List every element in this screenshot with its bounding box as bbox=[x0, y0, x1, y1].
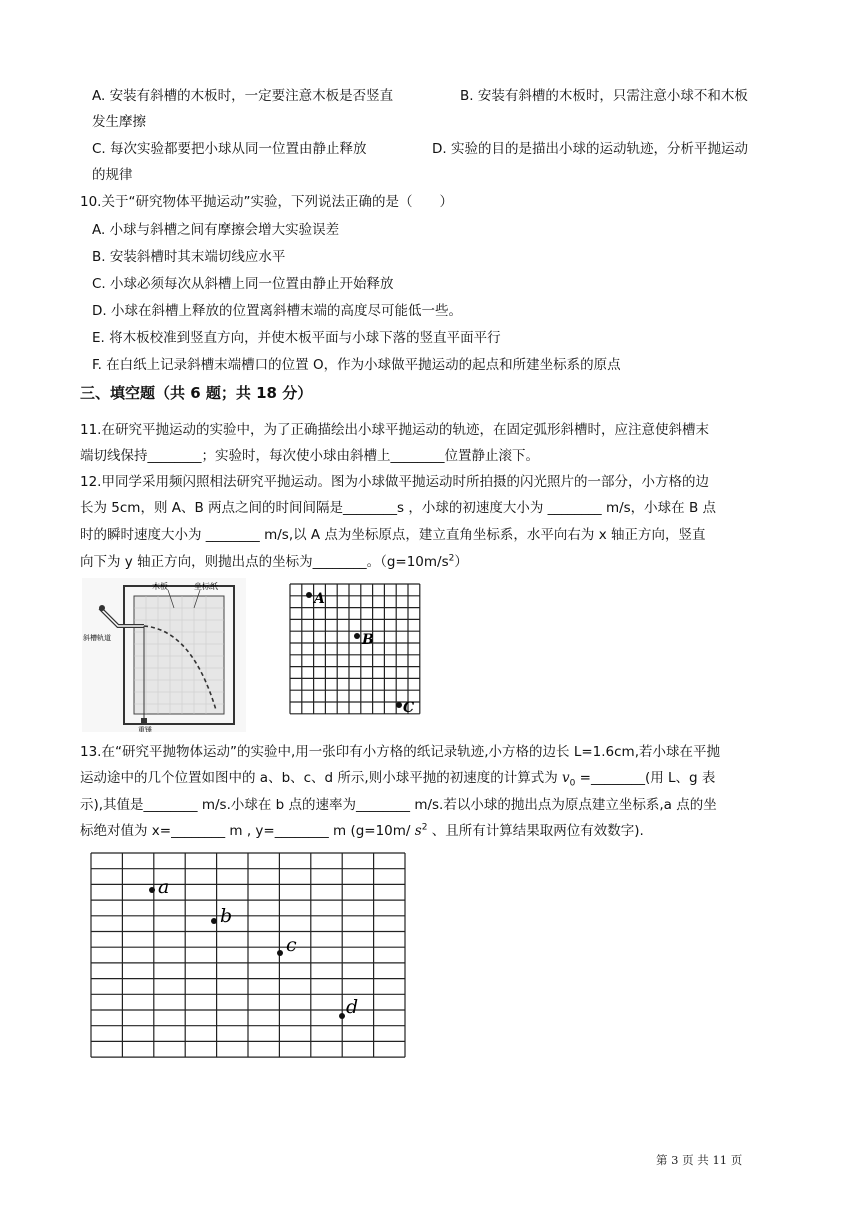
q10-option-e: E. 将木板校准到竖直方向，并使木板平面与小球下落的竖直平面平行 bbox=[92, 330, 501, 346]
q13-line1: 13.在“研究平抛物体运动”的实验中,用一张印有小方格的纸记录轨迹,小方格的边长 L=1.6cm,若小球在平抛 bbox=[80, 744, 720, 760]
q9-option-b-cont: 发生摩擦 bbox=[92, 114, 146, 130]
point-d-label: d bbox=[346, 996, 359, 1018]
label-board: 木板 bbox=[152, 582, 168, 591]
q13-grid bbox=[91, 853, 405, 1057]
point-c-label: c bbox=[286, 934, 297, 956]
q12-line3: 时的瞬时速度大小为 ________ m/s,以 A 点为坐标原点，建立直角坐标系，水平向右为 x 轴正方向，竖直 bbox=[80, 527, 706, 543]
point-d-dot bbox=[339, 1013, 345, 1019]
q10-option-a: A. 小球与斜槽之间有摩擦会增大实验误差 bbox=[92, 222, 340, 238]
q10-option-d: D. 小球在斜槽上释放的位置离斜槽末端的高度尽可能低一些。 bbox=[92, 303, 462, 319]
page-footer: 第 3 页 共 11 页 bbox=[656, 1153, 743, 1167]
point-c-label: C bbox=[403, 700, 415, 716]
q12-line2: 长为 5cm，则 A、B 两点之间的时间间隔是________s ，小球的初速度大小为 ________ m/s，小球在 B 点 bbox=[80, 500, 717, 516]
plumb-bob bbox=[141, 718, 147, 724]
q12-line1: 12.甲同学采用频闪照相法研究平抛运动。图为小球做平抛运动时所拍摄的闪光照片的一部分，小方格的边 bbox=[80, 474, 709, 490]
point-b-dot bbox=[354, 633, 360, 639]
q9-option-b: B. 安装有斜槽的木板时，只需注意小球不和木板 bbox=[460, 88, 748, 104]
ball bbox=[99, 605, 105, 611]
point-a-label: a bbox=[158, 876, 170, 898]
label-plumb: 重锤 bbox=[138, 726, 152, 732]
q10-option-b: B. 安装斜槽时其末端切线应水平 bbox=[92, 249, 286, 265]
q13-line4: 标绝对值为 x=________ m , y=________ m (g=10m/ $s^2$ 、且所有计算结果取两位有效数字). bbox=[80, 822, 644, 839]
q13-line3: 示),其值是________ m/s.小球在 b 点的速率为________ m/s.若以小球的抛出点为原点建立坐标系,a 点的坐 bbox=[80, 797, 717, 813]
point-a-dot bbox=[149, 887, 155, 893]
q9-option-c: C. 每次实验都要把小球从同一位置由静止释放 bbox=[92, 141, 367, 157]
q10-stem: 10.关于“研究物体平抛运动”实验，下列说法正确的是（ ） bbox=[80, 194, 453, 210]
point-a-dot bbox=[306, 592, 312, 598]
q13-grid-figure bbox=[90, 852, 408, 1060]
label-paper: 坐标纸 bbox=[194, 582, 218, 591]
q11-line1: 11.在研究平抛运动的实验中，为了正确描绘出小球平抛运动的轨迹，在固定弧形斜槽时，应注意使斜槽末 bbox=[80, 422, 709, 438]
coordinate-paper bbox=[134, 596, 224, 714]
q13-line2: 运动途中的几个位置如图中的 a、b、c、d 所示,则小球平抛的初速度的计算式为 $v_0$ =________(用 L、g 表 bbox=[80, 770, 716, 789]
q10-option-f: F. 在白纸上记录斜槽末端槽口的位置 O，作为小球做平抛运动的起点和所建坐标系的原点 bbox=[92, 357, 621, 373]
point-b-label: b bbox=[220, 905, 233, 927]
label-rail: 斜槽轨道 bbox=[83, 634, 111, 642]
section-heading: 三、填空题（共 6 题；共 18 分） bbox=[80, 384, 313, 402]
q12-line4: 向下为 y 轴正方向，则抛出点的坐标为________。$(g=10m/s^2)$ bbox=[80, 553, 468, 570]
q9-option-a: A. 安装有斜槽的木板时，一定要注意木板是否竖直 bbox=[92, 88, 394, 104]
q11-line2: 端切线保持________；实验时，每次使小球由斜槽上________位置静止滚下。 bbox=[80, 448, 539, 464]
q12-grid-figure bbox=[287, 581, 423, 717]
q10-option-c: C. 小球必须每次从斜槽上同一位置由静止开始释放 bbox=[92, 276, 394, 292]
point-a-label: A bbox=[314, 591, 325, 607]
point-c-dot bbox=[396, 702, 402, 708]
point-c-dot bbox=[277, 950, 283, 956]
point-b-dot bbox=[211, 918, 217, 924]
q9-option-d-cont: 的规律 bbox=[92, 167, 133, 183]
q9-option-d: D. 实验的目的是描出小球的运动轨迹，分析平抛运动 bbox=[432, 141, 748, 157]
point-b-label: B bbox=[362, 632, 374, 648]
q12-grid bbox=[290, 584, 420, 714]
apparatus-figure bbox=[82, 578, 246, 732]
